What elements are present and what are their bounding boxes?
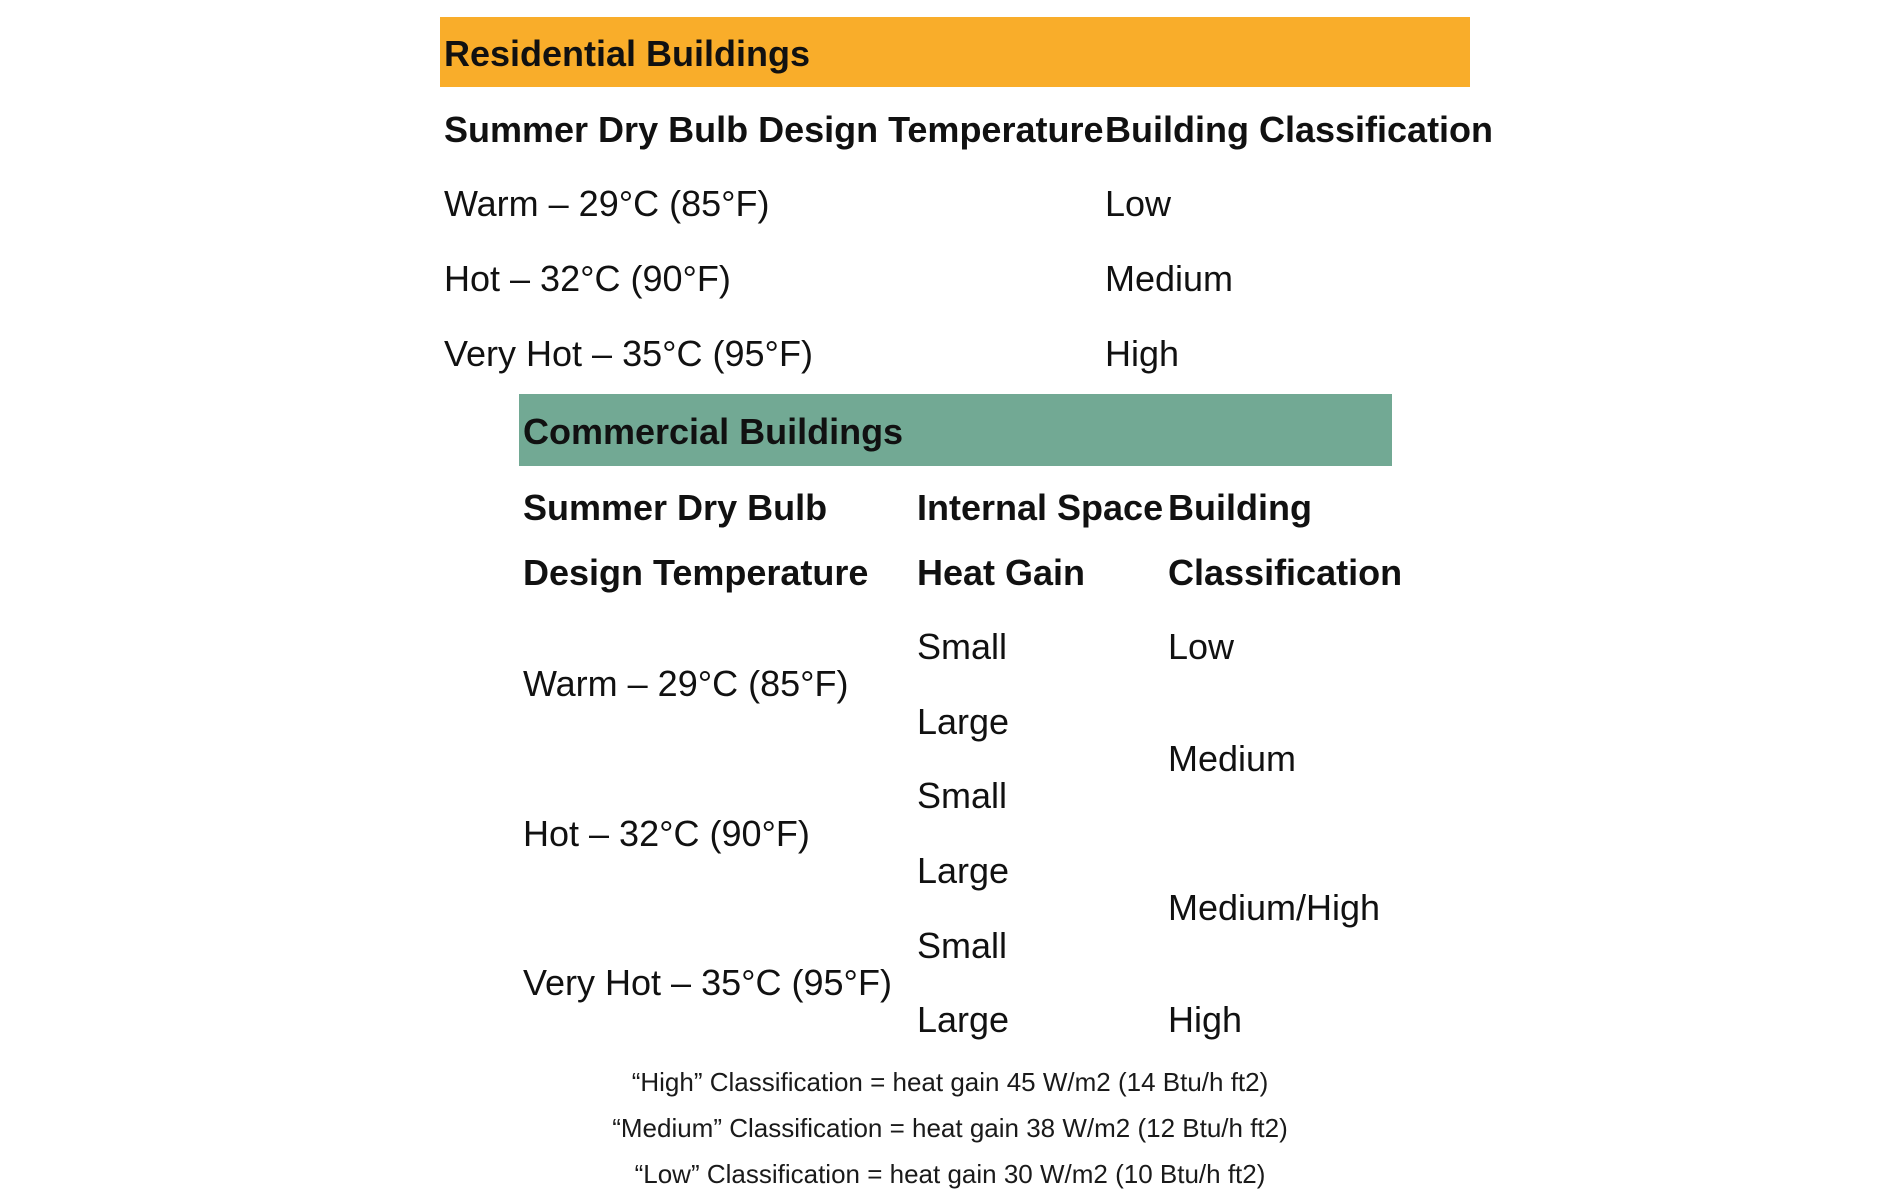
commercial-heat-gain: Small xyxy=(917,925,1008,966)
commercial-heat-gain: Small xyxy=(917,626,1008,667)
residential-row-temperature: Very Hot – 35°C (95°F) xyxy=(444,333,813,374)
commercial-header-temperature: Design Temperature xyxy=(523,552,869,593)
commercial-classification: High xyxy=(1168,999,1243,1040)
commercial-header-heat-gain: Internal Space xyxy=(917,487,1164,528)
commercial-classification: Medium/High xyxy=(1168,887,1381,928)
footnote-medium: “Medium” Classification = heat gain 38 W/m2 (12 Btu/h ft2) xyxy=(612,1113,1288,1143)
commercial-heat-gain: Large xyxy=(917,701,1010,742)
commercial-header-classification: Classification xyxy=(1168,552,1403,593)
residential-title: Residential Buildings xyxy=(444,33,811,74)
commercial-header-temperature: Summer Dry Bulb xyxy=(523,487,828,528)
residential-row-classification: High xyxy=(1105,333,1180,374)
commercial-classification: Low xyxy=(1168,626,1235,667)
commercial-title: Commercial Buildings xyxy=(523,411,904,452)
commercial-header-heat-gain: Heat Gain xyxy=(917,552,1086,593)
commercial-heat-gain: Large xyxy=(917,850,1010,891)
commercial-temperature: Very Hot – 35°C (95°F) xyxy=(523,962,892,1003)
commercial-heat-gain: Small xyxy=(917,775,1008,816)
residential-row-temperature: Hot – 32°C (90°F) xyxy=(444,258,731,299)
residential-row-temperature: Warm – 29°C (85°F) xyxy=(444,183,770,224)
commercial-header-classification: Building xyxy=(1168,487,1312,528)
residential-header-temperature: Summer Dry Bulb Design Temperature xyxy=(444,109,1104,150)
residential-row-classification: Medium xyxy=(1105,258,1234,299)
footnote-low: “Low” Classification = heat gain 30 W/m2 (10 Btu/h ft2) xyxy=(634,1159,1266,1189)
residential-row-classification: Low xyxy=(1105,183,1172,224)
residential-header-classification: Building Classification xyxy=(1105,109,1494,150)
commercial-temperature: Warm – 29°C (85°F) xyxy=(523,663,849,704)
commercial-temperature: Hot – 32°C (90°F) xyxy=(523,813,810,854)
commercial-classification: Medium xyxy=(1168,738,1297,779)
commercial-heat-gain: Large xyxy=(917,999,1010,1040)
footnote-high: “High” Classification = heat gain 45 W/m2 (14 Btu/h ft2) xyxy=(631,1067,1269,1097)
